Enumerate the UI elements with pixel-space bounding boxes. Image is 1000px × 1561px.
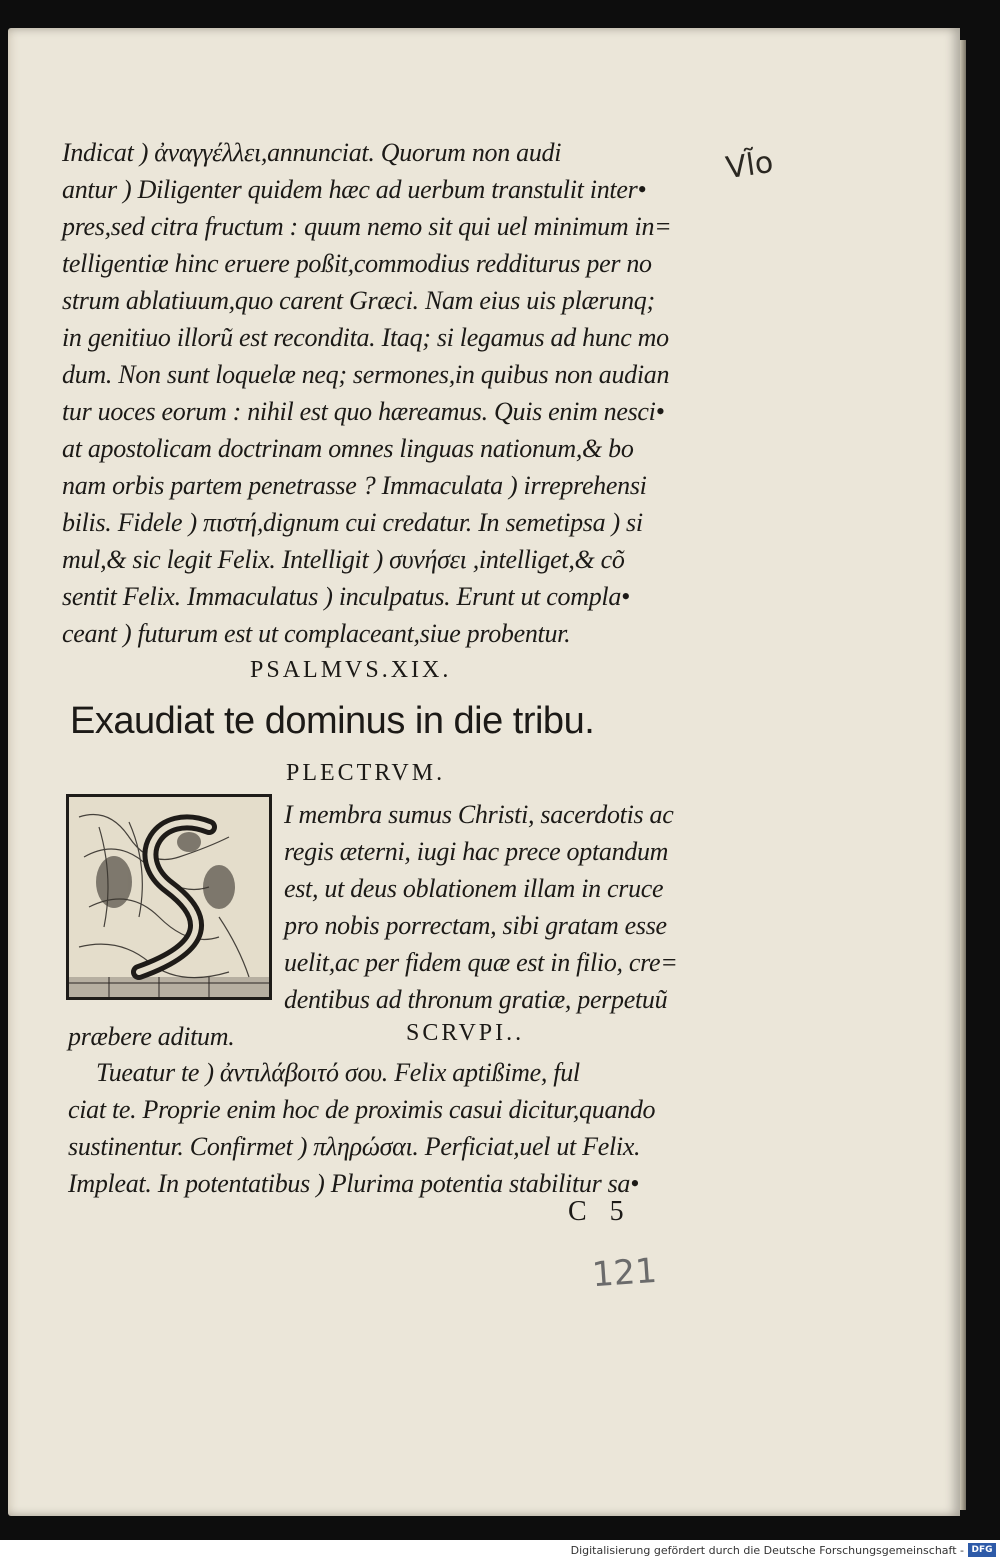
text-line: ceant ) futurum est ut complaceant,siue probentur.: [62, 619, 571, 648]
text-line: sustinentur. Confirmet ) πληρώσαι. Perficiat,uel ut Felix.: [68, 1132, 641, 1161]
text-line: dum. Non sunt loquelæ neq; sermones,in quibus non audian: [62, 360, 670, 389]
text-line: sentit Felix. Immaculatus ) inculpatus. Erunt ut compla•: [62, 582, 630, 611]
text-line: est, ut deus oblationem illam in cruce: [284, 874, 664, 903]
scrupi-heading: SCRVPI..: [406, 1020, 525, 1046]
text-line: antur ) Diligenter quidem hæc ad uerbum transtulit inter•: [62, 175, 647, 204]
text-line: bilis. Fidele ) πιστή,dignum cui credatur. In semetipsa ) si: [62, 508, 643, 537]
pencil-page-number: 121: [590, 1250, 659, 1296]
text-line: Impleat. In potentatibus ) Plurima potentia stabilitur sa•: [68, 1169, 639, 1198]
text-line: regis æterni, iugi hac prece optandum: [284, 837, 669, 866]
text-line: pres,sed citra fructum : quum nemo sit qui uel minimum in=: [62, 212, 672, 241]
footer-bar: [0, 1540, 1000, 1561]
decorated-initial-s: [66, 794, 272, 1000]
text-line: ciat te. Proprie enim hoc de proximis casui dicitur,quando: [68, 1095, 656, 1124]
dfg-logo: DFG: [968, 1543, 996, 1557]
text-line: tur uoces eorum : nihil est quo hæreamus. Quis enim nesci•: [62, 397, 665, 426]
psalm-heading: PSALMVS.XIX.: [250, 657, 452, 683]
text-line: Indicat ) ἀναγγέλλει,annunciat. Quorum non audi: [62, 138, 562, 167]
text-line: Tueatur te ) ἀντιλάβοιτό σου. Felix aptißime, ful: [96, 1058, 580, 1087]
text-line: dentibus ad thronum gratiæ, perpetuũ: [284, 985, 668, 1014]
signature-mark: C 5: [568, 1196, 632, 1227]
text-line: in genitiuo illorũ est recondita. Itaq; si legamus ad hunc mo: [62, 323, 669, 352]
text-line: mul,& sic legit Felix. Intelligit ) συνήσει ,intelliget,& cõ: [62, 545, 625, 574]
text-line: pro nobis porrectam, sibi gratam esse: [284, 911, 667, 940]
page-edge: [960, 40, 966, 1510]
psalm-incipit: Exaudiat te dominus in die tribu.: [70, 700, 595, 742]
text-line: nam orbis partem penetrasse ? Immaculata ) irreprehensi: [62, 471, 647, 500]
text-line: uelit,ac per fidem quæ est in filio, cre=: [284, 948, 678, 977]
text-line: at apostolicam doctrinam omnes linguas nationum,& bo: [62, 434, 634, 463]
text-line: I membra sumus Christi, sacerdotis ac: [284, 800, 674, 829]
margin-annotation: Vl̃o: [723, 144, 776, 187]
plectrum-heading: PLECTRVM.: [286, 760, 446, 786]
funding-credit: Digitalisierung gefördert durch die Deutsche Forschungsgemeinschaft -: [570, 1544, 964, 1557]
text-line: strum ablatiuum,quo carent Græci. Nam eius uis plærunq;: [62, 286, 655, 315]
text-line: præbere aditum.: [68, 1022, 235, 1051]
text-line: telligentiæ hinc eruere poßit,commodius redditurus per no: [62, 249, 652, 278]
